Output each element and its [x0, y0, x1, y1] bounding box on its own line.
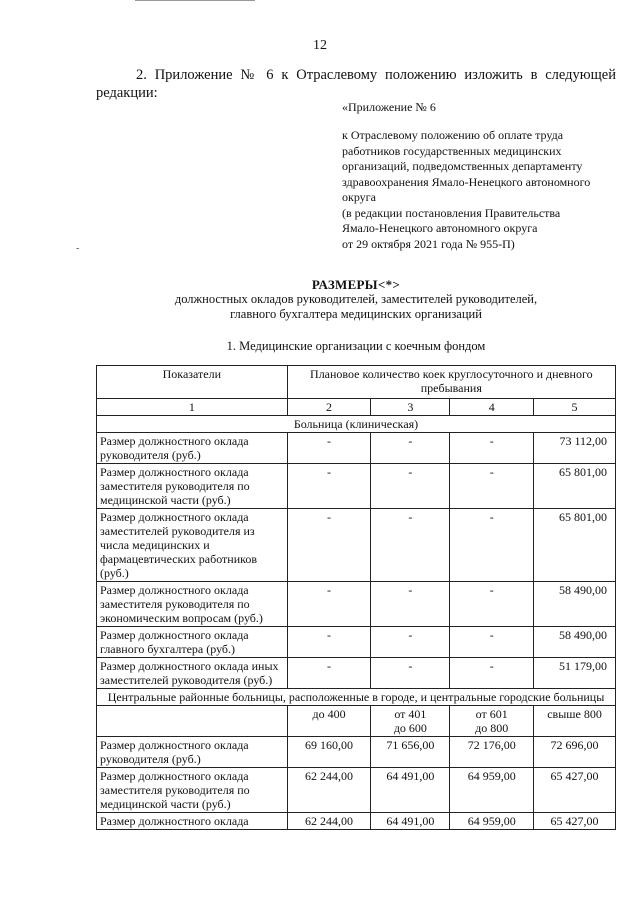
- cell-value: -: [371, 464, 450, 509]
- cell-value: -: [287, 509, 371, 582]
- cell-value: -: [371, 433, 450, 464]
- table-row: [97, 433, 616, 464]
- column-number: 1: [97, 399, 288, 416]
- document-subheading: [96, 292, 616, 322]
- appendix-line: (в редакции постановления Правительства: [342, 205, 561, 220]
- range-header: [450, 706, 534, 737]
- row-label: Размер должностного оклада заместителей руководителя из числа медицинских и фармацевтических работников (руб.): [97, 509, 288, 582]
- appendix-line: к Отраслевому положению об оплате труда: [342, 128, 564, 142]
- intro-paragraph: 2. Приложение № 6 к Отраслевому положению изложить в следующей редакции:: [96, 67, 616, 101]
- range-line: до 400: [312, 707, 346, 721]
- cell-value: -: [287, 433, 371, 464]
- empty-cell: [97, 706, 288, 737]
- section-title: 1. Медицинские организации с коечным фондом: [226, 339, 486, 353]
- page-number: 12: [313, 38, 327, 53]
- margin-mark: -: [76, 243, 80, 254]
- row-label: Размер должностного оклада иных заместителей руководителя (руб.): [97, 658, 288, 689]
- cell-value: 64 491,00: [371, 768, 450, 813]
- column-number: 2: [287, 399, 371, 416]
- cell-value: -: [287, 658, 371, 689]
- column-number: 3: [371, 399, 450, 416]
- range-line: свыше 800: [547, 707, 602, 721]
- cell-value: -: [450, 509, 534, 582]
- row-label: Размер должностного оклада заместителя руководителя по экономическим вопросам (руб.): [97, 582, 288, 627]
- appendix-reference: [342, 128, 622, 252]
- cell-value: 64 959,00: [450, 768, 534, 813]
- cell-value: 72 176,00: [450, 737, 534, 768]
- cell-value: -: [450, 658, 534, 689]
- cell-value: -: [287, 627, 371, 658]
- cell-value: -: [450, 464, 534, 509]
- column-number: 4: [450, 399, 534, 416]
- table-row: [97, 737, 616, 768]
- column-number: 5: [534, 399, 616, 416]
- row-label: Размер должностного оклада главного бухгалтера (руб.): [97, 627, 288, 658]
- cell-value: 64 959,00: [450, 813, 534, 830]
- appendix-line: здравоохранения Ямало-Ненецкого автономного: [342, 174, 591, 189]
- top-edge-line: [135, 0, 255, 1]
- cell-value: -: [371, 509, 450, 582]
- cell-value: 71 656,00: [371, 737, 450, 768]
- range-line: до 800: [475, 721, 509, 735]
- document-heading: РАЗМЕРЫ<*>: [311, 277, 401, 292]
- table-row: [97, 658, 616, 689]
- row-label: Размер должностного оклада заместителя руководителя по медицинской части (руб.): [97, 464, 288, 509]
- table-row: [97, 813, 616, 830]
- row-label: Размер должностного оклада руководителя (руб.): [97, 433, 288, 464]
- appendix-line: от 29 октября 2021 года № 955-П): [342, 236, 515, 251]
- cell-value: 73 112,00: [534, 433, 616, 464]
- range-line: до 600: [393, 721, 427, 735]
- cell-value: 65 427,00: [534, 813, 616, 830]
- group-title: Центральные районные больницы, расположенные в городе, и центральные городские больницы: [97, 689, 616, 706]
- range-header: [534, 706, 616, 737]
- row-label: Размер должностного оклада заместителя руководителя по медицинской части (руб.): [97, 768, 288, 813]
- row-label: Размер должностного оклада: [97, 813, 288, 830]
- table-row: [97, 582, 616, 627]
- appendix-line: организаций, подведомственных департаменту: [342, 159, 583, 173]
- row-label: Размер должностного оклада руководителя (руб.): [97, 737, 288, 768]
- salary-table: [96, 365, 616, 830]
- cell-value: 58 490,00: [534, 582, 616, 627]
- table-row: [97, 627, 616, 658]
- appendix-title: «Приложение № 6: [342, 100, 436, 114]
- range-line: от 401: [394, 707, 427, 721]
- cell-value: -: [371, 582, 450, 627]
- table-row: [97, 509, 616, 582]
- range-header: [371, 706, 450, 737]
- appendix-line: работников государственных медицинских: [342, 143, 562, 158]
- cell-value: -: [371, 658, 450, 689]
- cell-value: -: [371, 627, 450, 658]
- cell-value: 65 801,00: [534, 509, 616, 582]
- cell-value: 51 179,00: [534, 658, 616, 689]
- header-indicators: Показатели: [97, 366, 288, 399]
- cell-value: -: [450, 582, 534, 627]
- group-title: Больница (клиническая): [97, 416, 616, 433]
- cell-value: -: [450, 433, 534, 464]
- cell-value: 64 491,00: [371, 813, 450, 830]
- header-bed-capacity: Плановое количество коек круглосуточного и дневного пребывания: [287, 366, 615, 399]
- table-row: [97, 464, 616, 509]
- subheading-line: должностных окладов руководителей, заместителей руководителей,: [174, 292, 538, 306]
- table-header-row: [97, 366, 616, 399]
- cell-value: 69 160,00: [287, 737, 371, 768]
- cell-value: 62 244,00: [287, 768, 371, 813]
- table-row: [97, 768, 616, 813]
- group-title-row: [97, 416, 616, 433]
- range-header: [287, 706, 371, 737]
- cell-value: 65 427,00: [534, 768, 616, 813]
- cell-value: -: [450, 627, 534, 658]
- cell-value: 72 696,00: [534, 737, 616, 768]
- cell-value: 62 244,00: [287, 813, 371, 830]
- range-line: от 601: [475, 707, 508, 721]
- range-header-row: [97, 706, 616, 737]
- subheading-line: главного бухгалтера медицинских организаций: [230, 307, 482, 321]
- cell-value: -: [287, 464, 371, 509]
- cell-value: 65 801,00: [534, 464, 616, 509]
- cell-value: 58 490,00: [534, 627, 616, 658]
- appendix-line: Ямало-Ненецкого автономного округа: [342, 221, 538, 235]
- appendix-line: округа: [342, 190, 376, 204]
- cell-value: -: [287, 582, 371, 627]
- group-title-row: [97, 689, 616, 706]
- column-number-row: [97, 399, 616, 416]
